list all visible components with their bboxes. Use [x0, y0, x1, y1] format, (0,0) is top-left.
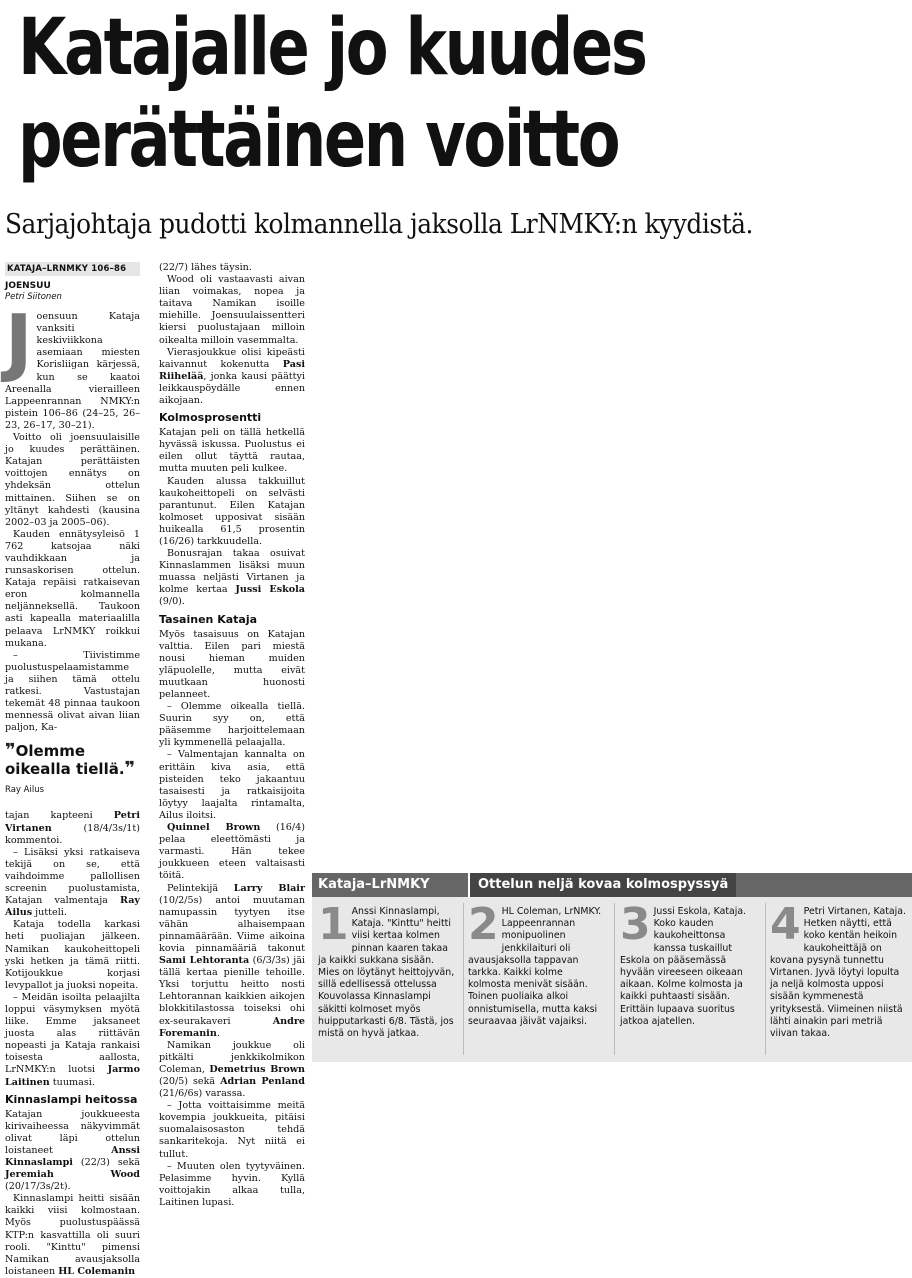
- dateline-place: JOENSUU: [5, 281, 51, 292]
- item-number: 3: [620, 899, 651, 950]
- item-text: Petri Virtanen, Kataja. Hetken näytti, että koko kentän heikoin kaukoheittäjä on kovana pysynä tunnettu Virtanen. Jyvä löytyi lopulta ja neljä kolmosta upposi sisään kymmenestä yrityksestä. Viimeinen niistä lähti ainakin pari metriä viivan takaa.: [770, 906, 907, 1040]
- quote-close-mark: ❞: [124, 758, 136, 780]
- column-2: [159, 262, 306, 1208]
- paragraph: Kataja todella karkasi heti puoliajan jälkeen. Namikan kaukoheittopeli yski hetken ja tämä riitti. Kotijoukkue korjasi levypallot ja juoksi nopeita.: [5, 919, 140, 991]
- paragraph: – Meidän isoilta pelaajilta loppui väsymyksen myötä liike. Emme jaksaneet juosta alas riittävän nopeasti ja Kataja rankaisi toisesta aallosta, LrNMKY:n luotsi Jarmo Laitinen tuumasi.: [5, 991, 140, 1088]
- paragraph: Kinnaslampi heitti sisään kaikki viisi kolmostaan. Myös puolustuspäässä KTP:n kasvattilla oli suuri rooli. "Kinttu" pimensi Namikan avausjaksolla loistaneen HL Colemanin: [5, 1193, 140, 1277]
- pull-quote-text: Olemme oikealla tiellä.: [5, 742, 125, 779]
- item-text: Jussi Eskola, Kataja. Koko kauden kaukoheittonsa kanssa tuskaillut Eskola on pääsemässä hyvään vireeseen oikeaan aikaan. Kolme kolmosta ja kaikki puhtaasti sisään. Erittäin lupaava suoritus jatkoa ajatellen.: [620, 906, 747, 1027]
- paragraph: Wood oli vastaavasti aivan liian voimakas, nopea ja taitava Namikan isoille miehille. Joensuulaissentteri kiersi puolustajaan milloin oikealta milloin vasemmalta.: [159, 274, 305, 346]
- paragraph: – Jotta voittaisimme meitä kovempia joukkueita, pitäisi suomalaisosaston tehdä sankaritekoja. Nyt niitä ei tullut.: [159, 1100, 305, 1160]
- paragraph: Kauden alussa takkuillut kaukoheittopeli on selvästi parantunut. Eilen Katajan kolmoset upposivat sisään huikealla 61,5 prosentin (16/26) tarkkuudella.: [159, 475, 305, 547]
- column-1: [5, 262, 140, 1277]
- paragraph: Vierasjoukkue olisi kipeästi kaivannut kokenutta Pasi Riihelää, jonka kausi päättyi leikkauspöydälle ennen aikojaan.: [159, 346, 305, 407]
- paragraph: Voitto oli joensuulaisille jo kuudes perättäinen. Katajan perättäisten voittojen ennätys on yhdeksän ottelun mittainen. Siihen se on yltänyt kahdesti (kausina 2002–03 ja 2005–06).: [5, 432, 140, 528]
- list-item: [620, 899, 760, 1028]
- column-divider: [614, 903, 615, 1055]
- paragraph: – Valmentajan kannalta on erittäin kiva asia, että pisteiden teko jakaantuu tasaisesti ja ratkaisijoita löytyy laajalta rintamalta, Ailus iloitsi.: [159, 749, 305, 821]
- headline-line-2: perättäinen voitto: [18, 95, 619, 185]
- paragraph: Pelintekijä Larry Blair (10/2/5s) antoi muutaman namupassin tyytyen itse vähän alhaisempaan pinnamäärään. Viime aikoina kovia pinnamääriä takonut Sami Lehtoranta (6/3/3s) jäi tällä kertaa pienille tehoille. Yksi torjuttu heitto nosti Lehtorannan kaikkien aikojen blokkitilastossa toiseksi ohi ex-seurakaveri Andre Foremanin.: [159, 882, 305, 1039]
- list-item: [318, 899, 458, 1040]
- headline-line-1: Katajalle jo kuudes: [18, 3, 646, 93]
- headline: [18, 2, 722, 186]
- column-divider: [765, 903, 766, 1055]
- item-number: 4: [770, 899, 801, 950]
- paragraph: Myös tasaisuus on Katajan valttia. Eilen pari miestä nousi hieman muiden yläpuolelle, mutta eivät muutkaan huonosti pelanneet.: [159, 628, 305, 700]
- item-text: HL Coleman, LrNMKY. Lappeenrannan monipuolinen jenkkilaituri oli avausjaksolla tappavan tarkka. Kaikki kolme kolmosta menivät sisään. Toinen puoliaika alkoi onnistumisella, mutta kaksi seuraavaa jäivät vajaiksi.: [468, 906, 602, 1027]
- pull-quote: [5, 742, 140, 778]
- sidebar-box: [312, 873, 912, 1062]
- quote-credit: Ray Ailus: [5, 785, 45, 796]
- subheading: Kinnaslampi heitossa: [5, 1092, 138, 1106]
- deck: Sarjajohtaja pudotti kolmannella jaksolla LrNMKY:n kyydistä.: [5, 209, 753, 240]
- score-tag: KATAJA–LRNMKY 106–86: [5, 262, 140, 276]
- lead-paragraph: Joensuun Kataja vanksiti keskiviikkona asemiaan miesten Korisliigan kärjessä, kun se kaatoi Areenalla vierailleen Lappeenrannan NMKY:n pistein 106–86 (24–25, 26–23, 26–17, 30–21).: [5, 299, 140, 431]
- drop-cap: J: [5, 299, 33, 386]
- paragraph: Kauden ennätysyleisö 1 762 katsojaa näki vauhdikkaan ja runsaskorisen ottelun. Kataja repäisi ratkaisevan eron kolmannella neljänneksellä. Taukoon asti kapealla materiaalilla pelaava LrNMKY roikkui mukana.: [5, 528, 140, 649]
- quote-open-mark: ❞: [5, 740, 16, 762]
- paragraph: – Lisäksi yksi ratkaiseva tekijä on se, että vaihdoimme pallollisen screenin puolustamista, Katajan valmentaja Ray Ailus jutteli.: [5, 846, 140, 919]
- list-item: [770, 899, 910, 1040]
- sidebar-label-title: Ottelun neljä kovaa kolmospyssyä: [468, 873, 736, 897]
- subheading: Kolmosprosentti: [159, 411, 262, 425]
- paragraph: Katajan joukkueesta kirivaiheessa näkyvimmät olivat läpi ottelun loistaneet Anssi Kinnaslampi (22/3) sekä Jeremiah Wood (20/17/3s/2t).: [5, 1108, 140, 1193]
- paragraph: Namikan joukkue oli pitkälti jenkkikolmikon Coleman, Demetrius Brown (20/5) sekä Adrian Penland (21/6/6s) varassa.: [159, 1039, 305, 1100]
- item-number: 2: [468, 899, 499, 950]
- list-item: [468, 899, 608, 1028]
- paragraph: Bonusrajan takaa osuivat Kinnaslammen lisäksi muun muassa neljästi Virtanen ja kolme kertaa Jussi Eskola (9/0).: [159, 548, 306, 608]
- subheading: Tasainen Kataja: [159, 612, 258, 626]
- column-divider: [463, 903, 464, 1055]
- paragraph: – Tiivistimme puolustuspelaamistamme ja siihen tämä ottelu ratkesi. Vastustajan tekemät 48 pinnaa taukoon mennessä olivat aivan liian paljon, Ka-: [5, 649, 140, 734]
- paragraph: Quinnel Brown (16/4) pelaa eleettömästi ja varmasti. Hän tekee joukkueen eteen valtaisasti töitä.: [159, 822, 305, 882]
- paragraph: (22/7) lähes täysin.: [159, 262, 252, 273]
- sidebar-label-match: Kataja–LrNMKY: [318, 877, 430, 892]
- paragraph: – Olemme oikealla tiellä. Suurin syy on, että pääsemme harjoittelemaan yli kymmenellä pelaajalla.: [159, 701, 305, 749]
- sidebar-header: [312, 873, 912, 897]
- paragraph: Katajan peli on tällä hetkellä hyvässä iskussa. Puolustus ei eilen ollut täyttä rautaa, mutta muuten peli kulkee.: [159, 427, 305, 475]
- byline: Petri Siitonen: [5, 292, 62, 303]
- item-number: 1: [318, 899, 349, 950]
- item-text: Anssi Kinnaslampi, Kataja. "Kinttu" heitti viisi kertaa kolmen pinnan kaaren takaa ja kaikki sukkana sisään. Mies on löytänyt heittojyvän, sillä edellisessä ottelussa Kouvolassa Kinnaslampi säkitti kolmoset myös huipputarkasti 6/8. Tästä, jos mistä on hyvä jatkaa.: [318, 906, 455, 1040]
- paragraph: tajan kapteeni Petri Virtanen (18/4/3s/1t) kommentoi.: [5, 810, 140, 846]
- paragraph: – Muuten olen tyytyväinen. Pelasimme hyvin. Kyllä voittojakin alkaa tulla, Laitinen lupasi.: [159, 1160, 305, 1208]
